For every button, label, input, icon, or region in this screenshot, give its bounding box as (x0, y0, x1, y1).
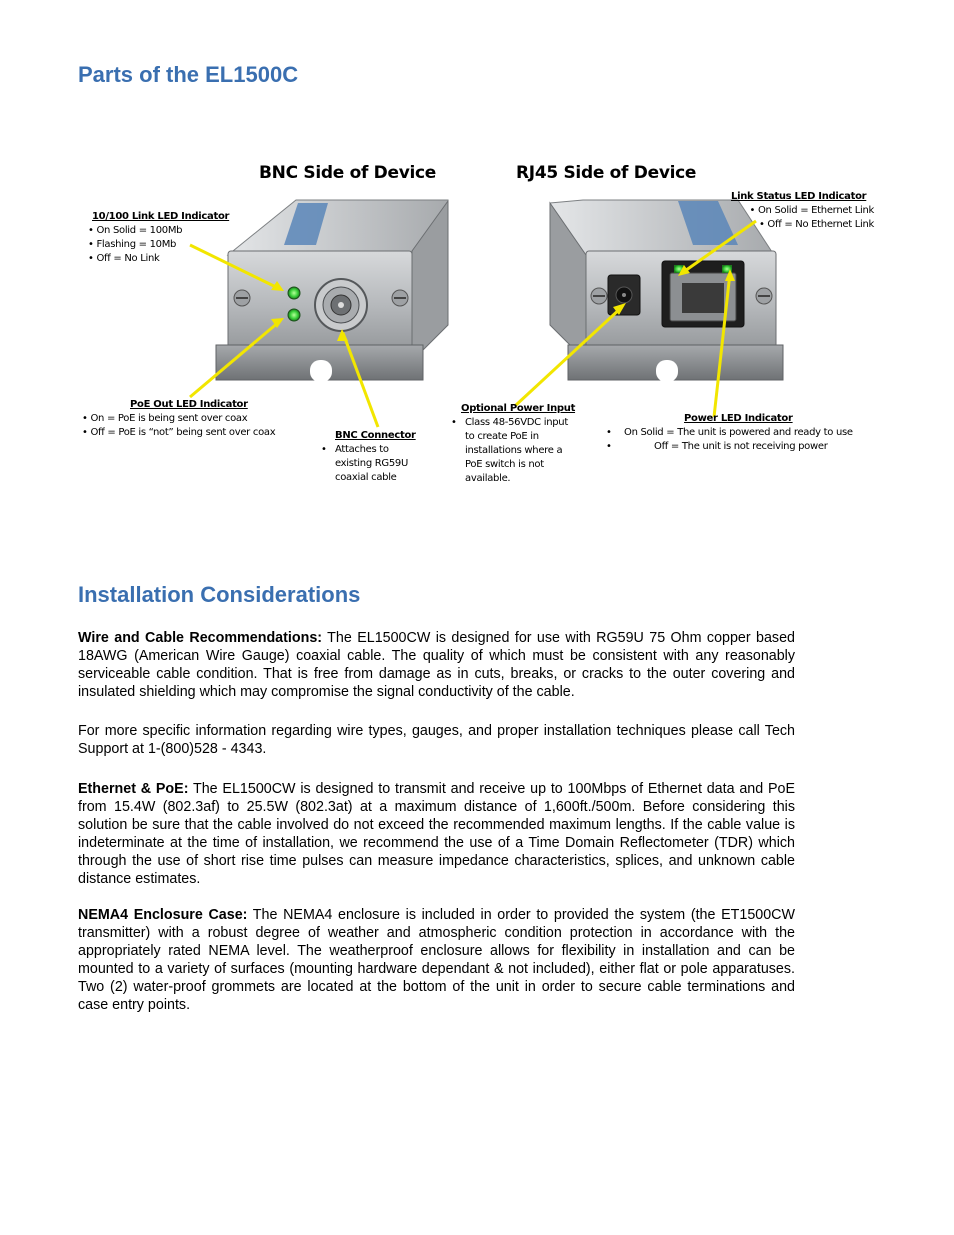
wire-label: Wire and Cable Recommendations: (78, 630, 323, 646)
power-input-line: installations where a (465, 445, 563, 456)
nema-text: The NEMA4 enclosure is included in order to provided the system (the ET1500CW transmitter) with a robust degree of weather and atmospheric condition protection in accordance with the appropriately rated NEMA level. The weatherproof enclosure allows for flexibility in installation and can be mounted to a variety of surfaces (mounting hardware dependant & not included), either flat or pole apparatuses. Two (2) water-proof grommets are located at the bottom of the unit in order to secure cable terminations and case entry points. (78, 907, 796, 1013)
more-info-text: For more specific information regarding wire types, gauges, and proper installation techniques please call Tech Support at 1-(800)528 - 4343. (78, 723, 795, 757)
section-title-installation: Installation Considerations (78, 582, 361, 607)
wire-recommendations-paragraph (78, 629, 795, 701)
link-status-callout (718, 190, 874, 232)
ethernet-text: The EL1500CW is designed to transmit and receive up to 100Mbps of Ethernet data and PoE from 15.4W (802.3af) to 25.5W (802.3at) at a maximum distance of 1,600ft./500m. Before considering this solution be sure that the cable involved do not exceed the recommended maximum lengths. If the cable value is indeterminate at the time of installation, we recommend the use of a Time Domain Reflectometer (TDR) which through the use of short rise time pulses can measure impedance characteristics, splices, and unknown cable distance estimates. (78, 781, 795, 887)
bnc-side-title: BNC Side of Device (259, 163, 437, 183)
poe-led-line: • On = PoE is being sent over coax (82, 413, 248, 424)
power-input-title: Optional Power Input (461, 403, 576, 414)
section-title-parts: Parts of the EL1500C (78, 62, 299, 87)
power-input-callout (449, 402, 575, 486)
bnc-device-photo (216, 200, 448, 382)
link-status-title: Link Status LED Indicator (731, 191, 867, 202)
link-led-line: • Flashing = 10Mb (88, 239, 177, 250)
bnc-connector-line: existing RG59U (335, 458, 408, 469)
power-input-line: to create PoE in (465, 431, 539, 442)
power-input-line: available. (465, 473, 511, 484)
device-parts-figure (78, 155, 878, 495)
link-led-line: • Off = No Link (88, 253, 160, 264)
poe-led-line: • Off = PoE is “not” being sent over coax (82, 427, 276, 438)
more-info-paragraph (78, 722, 795, 758)
link-led-line: • On Solid = 100Mb (88, 225, 183, 236)
power-led-line: • On Solid = The unit is powered and ready to use (604, 426, 853, 440)
link-led-title: 10/100 Link LED Indicator (92, 211, 230, 222)
bnc-connector-title: BNC Connector (335, 430, 416, 441)
power-input-line: PoE switch is not (465, 459, 544, 470)
link-led-callout (88, 210, 230, 266)
power-led-line: • Off = The unit is not receiving power (604, 440, 853, 454)
nema-label: NEMA4 Enclosure Case: (78, 907, 248, 923)
wire-text: The EL1500CW is designed for use with RG59U 75 Ohm copper based 18AWG (American Wire Gauge) coaxial cable. The quality of which must be consistent with any reasonably serviceable cable condition. That is free from damage as in cuts, breaks, or cracks to the outer covering and insulated shielding which may compromise the signal conductivity of the cable. (78, 630, 795, 700)
ethernet-poe-paragraph (78, 780, 795, 888)
link-status-line: • Off = No Ethernet Link (758, 219, 874, 230)
bnc-connector-line: • Attaches to (319, 443, 416, 457)
bnc-connector-callout (319, 429, 416, 485)
ethernet-label: Ethernet & PoE: (78, 781, 189, 797)
power-led-title: Power LED Indicator (684, 413, 793, 424)
rj45-side-title: RJ45 Side of Device (516, 163, 697, 183)
poe-led-title: PoE Out LED Indicator (130, 399, 248, 410)
poe-led-callout (82, 398, 275, 440)
link-status-line: • On Solid = Ethernet Link (749, 205, 874, 216)
power-led-callout (604, 412, 853, 454)
power-input-line: • Class 48-56VDC input (449, 416, 575, 430)
bnc-connector-line: coaxial cable (335, 472, 397, 483)
nema-enclosure-paragraph (78, 906, 795, 1014)
